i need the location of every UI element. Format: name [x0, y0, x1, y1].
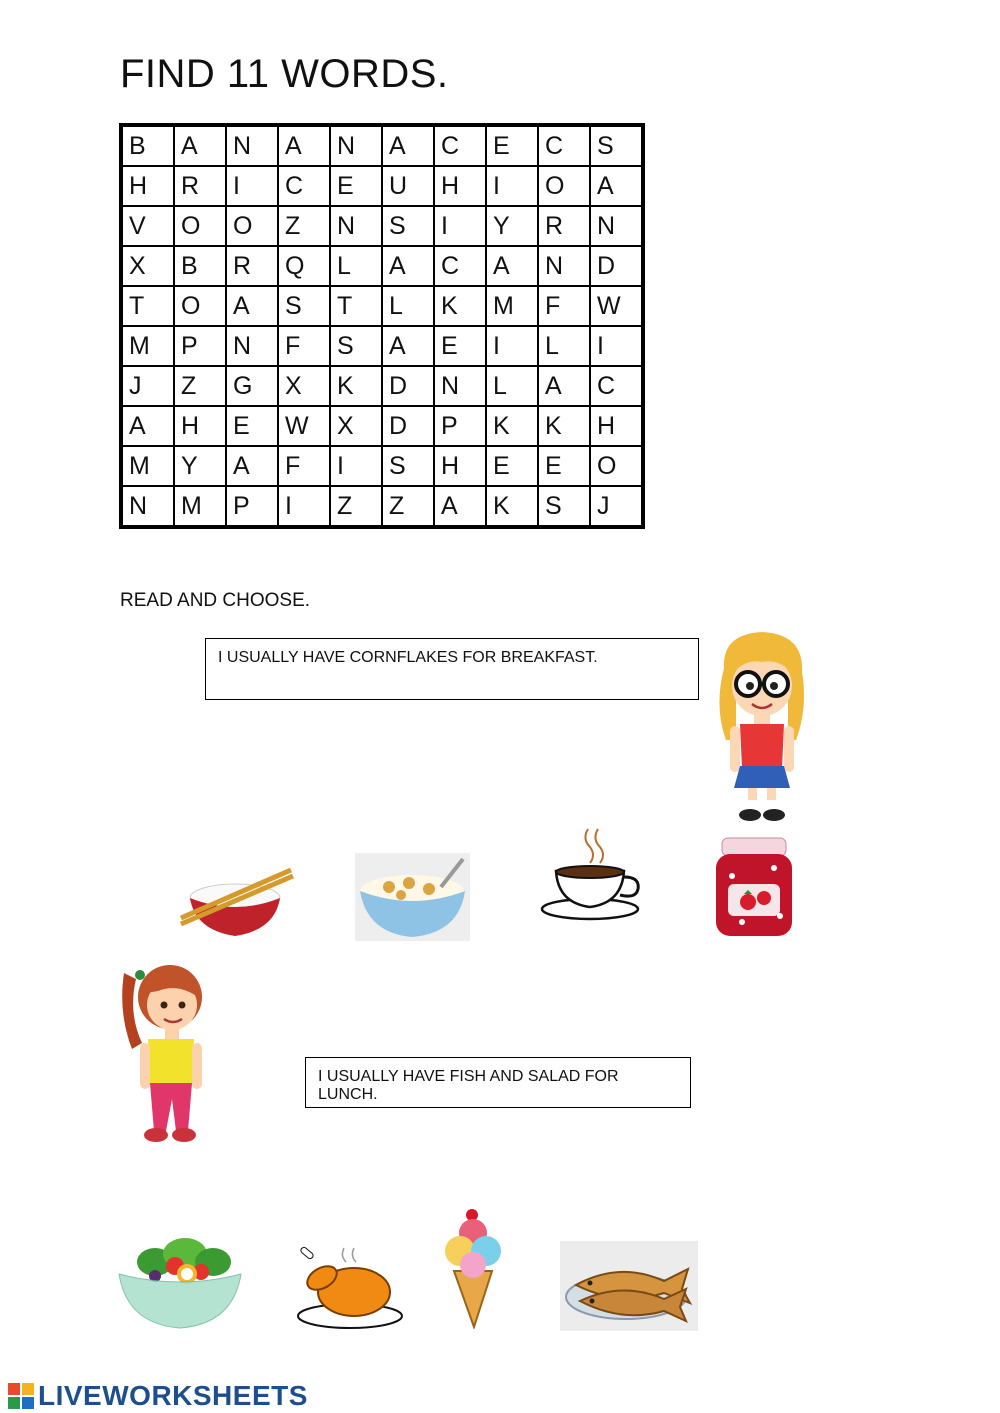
grid-cell[interactable]: A [538, 366, 590, 406]
grid-cell[interactable]: I [226, 166, 278, 206]
grid-cell[interactable]: O [590, 446, 643, 486]
grid-cell[interactable]: S [382, 206, 434, 246]
grid-cell[interactable]: Z [174, 366, 226, 406]
grid-cell[interactable]: A [590, 166, 643, 206]
grid-cell[interactable]: Z [330, 486, 382, 527]
grid-row [121, 166, 643, 206]
grid-cell[interactable]: I [434, 206, 486, 246]
grid-cell[interactable]: X [330, 406, 382, 446]
grid-cell[interactable]: N [590, 206, 643, 246]
grid-row [121, 486, 643, 527]
grid-cell[interactable]: I [486, 166, 538, 206]
liveworksheets-logo-icon [8, 1383, 34, 1409]
grid-cell[interactable]: T [330, 286, 382, 326]
grid-cell[interactable]: E [486, 125, 538, 166]
grid-cell[interactable]: N [226, 326, 278, 366]
grid-cell[interactable]: S [330, 326, 382, 366]
coffee-cup-image [538, 825, 643, 925]
grid-cell[interactable]: N [330, 206, 382, 246]
salad-bowl-image [115, 1232, 245, 1332]
grid-cell[interactable]: X [121, 246, 174, 286]
grid-cell[interactable]: L [330, 246, 382, 286]
grid-cell[interactable]: S [278, 286, 330, 326]
grid-cell[interactable]: L [538, 326, 590, 366]
grid-cell[interactable]: D [590, 246, 643, 286]
grid-cell[interactable]: E [434, 326, 486, 366]
ice-cream-image [440, 1207, 506, 1329]
roast-chicken-image [292, 1236, 407, 1332]
grid-cell[interactable]: S [382, 446, 434, 486]
grid-cell[interactable]: R [174, 166, 226, 206]
grid-cell[interactable]: K [538, 406, 590, 446]
grid-cell[interactable]: U [382, 166, 434, 206]
page-title: FIND 11 WORDS. [120, 52, 449, 96]
grid-cell[interactable]: A [434, 486, 486, 527]
grid-cell[interactable]: A [486, 246, 538, 286]
grid-row [121, 246, 643, 286]
grid-cell[interactable]: N [330, 125, 382, 166]
grid-cell[interactable]: W [278, 406, 330, 446]
grid-cell[interactable]: N [434, 366, 486, 406]
grid-cell[interactable]: A [278, 125, 330, 166]
grid-cell[interactable]: A [121, 406, 174, 446]
grid-cell[interactable]: E [330, 166, 382, 206]
grid-cell[interactable]: H [590, 406, 643, 446]
grid-cell[interactable]: E [538, 446, 590, 486]
grid-row [121, 406, 643, 446]
sentence-lunch: I USUALLY HAVE FISH AND SALAD FOR LUNCH. [305, 1057, 691, 1108]
grid-cell[interactable]: C [590, 366, 643, 406]
grid-row [121, 286, 643, 326]
grid-cell[interactable]: M [121, 446, 174, 486]
grid-cell[interactable]: A [382, 246, 434, 286]
grid-cell[interactable]: H [434, 446, 486, 486]
grid-cell[interactable]: X [278, 366, 330, 406]
grid-cell[interactable]: Z [278, 206, 330, 246]
grid-cell[interactable]: F [278, 326, 330, 366]
grid-cell[interactable]: D [382, 366, 434, 406]
grid-cell[interactable]: P [174, 326, 226, 366]
grid-cell[interactable]: H [121, 166, 174, 206]
grid-cell[interactable]: P [226, 486, 278, 527]
grid-cell[interactable]: F [538, 286, 590, 326]
grid-cell[interactable]: K [486, 486, 538, 527]
grid-cell[interactable]: I [278, 486, 330, 527]
grid-cell[interactable]: C [538, 125, 590, 166]
grid-cell[interactable]: T [121, 286, 174, 326]
grid-cell[interactable]: N [226, 125, 278, 166]
grid-cell[interactable]: L [382, 286, 434, 326]
grid-cell[interactable]: J [121, 366, 174, 406]
grid-cell[interactable]: W [590, 286, 643, 326]
grid-cell[interactable]: O [226, 206, 278, 246]
word-search-grid[interactable] [119, 123, 645, 529]
grid-cell[interactable]: Y [174, 446, 226, 486]
grid-cell[interactable]: C [278, 166, 330, 206]
liveworksheets-logo-text: LIVEWORKSHEETS [38, 1380, 308, 1411]
grid-cell[interactable]: P [434, 406, 486, 446]
grid-cell[interactable]: V [121, 206, 174, 246]
grid-cell[interactable]: S [538, 486, 590, 527]
girl-with-glasses-image [712, 628, 812, 823]
grid-cell[interactable]: E [226, 406, 278, 446]
grid-cell[interactable]: M [174, 486, 226, 527]
grid-cell[interactable]: N [121, 486, 174, 527]
grid-cell[interactable]: B [121, 125, 174, 166]
grid-cell[interactable]: S [590, 125, 643, 166]
grid-cell[interactable]: C [434, 125, 486, 166]
instruction-heading: READ AND CHOOSE. [120, 590, 311, 611]
grid-cell[interactable]: H [174, 406, 226, 446]
grid-cell[interactable]: A [226, 286, 278, 326]
grid-cell[interactable]: L [486, 366, 538, 406]
grid-cell[interactable]: O [538, 166, 590, 206]
grid-cell[interactable]: B [174, 246, 226, 286]
grid-cell[interactable]: A [382, 125, 434, 166]
liveworksheets-logo[interactable] [8, 1380, 308, 1412]
grid-cell[interactable]: E [486, 446, 538, 486]
grid-row [121, 206, 643, 246]
grid-cell[interactable]: D [382, 406, 434, 446]
grid-cell[interactable]: A [382, 326, 434, 366]
grid-cell[interactable]: H [434, 166, 486, 206]
grid-cell[interactable]: G [226, 366, 278, 406]
grid-cell[interactable]: F [278, 446, 330, 486]
jam-jar-image [712, 836, 796, 938]
grid-cell[interactable]: C [434, 246, 486, 286]
grid-row [121, 326, 643, 366]
girl-ponytail-image [118, 953, 213, 1145]
grid-cell[interactable]: I [590, 326, 643, 366]
grid-cell[interactable]: O [174, 206, 226, 246]
grid-cell[interactable]: Q [278, 246, 330, 286]
grid-cell[interactable]: J [590, 486, 643, 527]
grid-cell[interactable]: A [226, 446, 278, 486]
grid-cell[interactable]: I [330, 446, 382, 486]
grid-cell[interactable]: R [226, 246, 278, 286]
grid-cell[interactable]: K [434, 286, 486, 326]
grid-cell[interactable]: N [538, 246, 590, 286]
sentence-breakfast: I USUALLY HAVE CORNFLAKES FOR BREAKFAST. [205, 638, 699, 700]
grid-cell[interactable]: K [486, 406, 538, 446]
fish-plate-image [560, 1241, 698, 1331]
rice-bowl-image [175, 868, 295, 943]
grid-cell[interactable]: I [486, 326, 538, 366]
cornflakes-bowl-image [355, 853, 470, 941]
grid-cell[interactable]: R [538, 206, 590, 246]
grid-cell[interactable]: K [330, 366, 382, 406]
grid-cell[interactable]: Y [486, 206, 538, 246]
grid-cell[interactable]: M [121, 326, 174, 366]
grid-row [121, 125, 643, 166]
grid-row [121, 446, 643, 486]
grid-cell[interactable]: M [486, 286, 538, 326]
grid-row [121, 366, 643, 406]
grid-cell[interactable]: Z [382, 486, 434, 527]
grid-cell[interactable]: O [174, 286, 226, 326]
grid-cell[interactable]: A [174, 125, 226, 166]
